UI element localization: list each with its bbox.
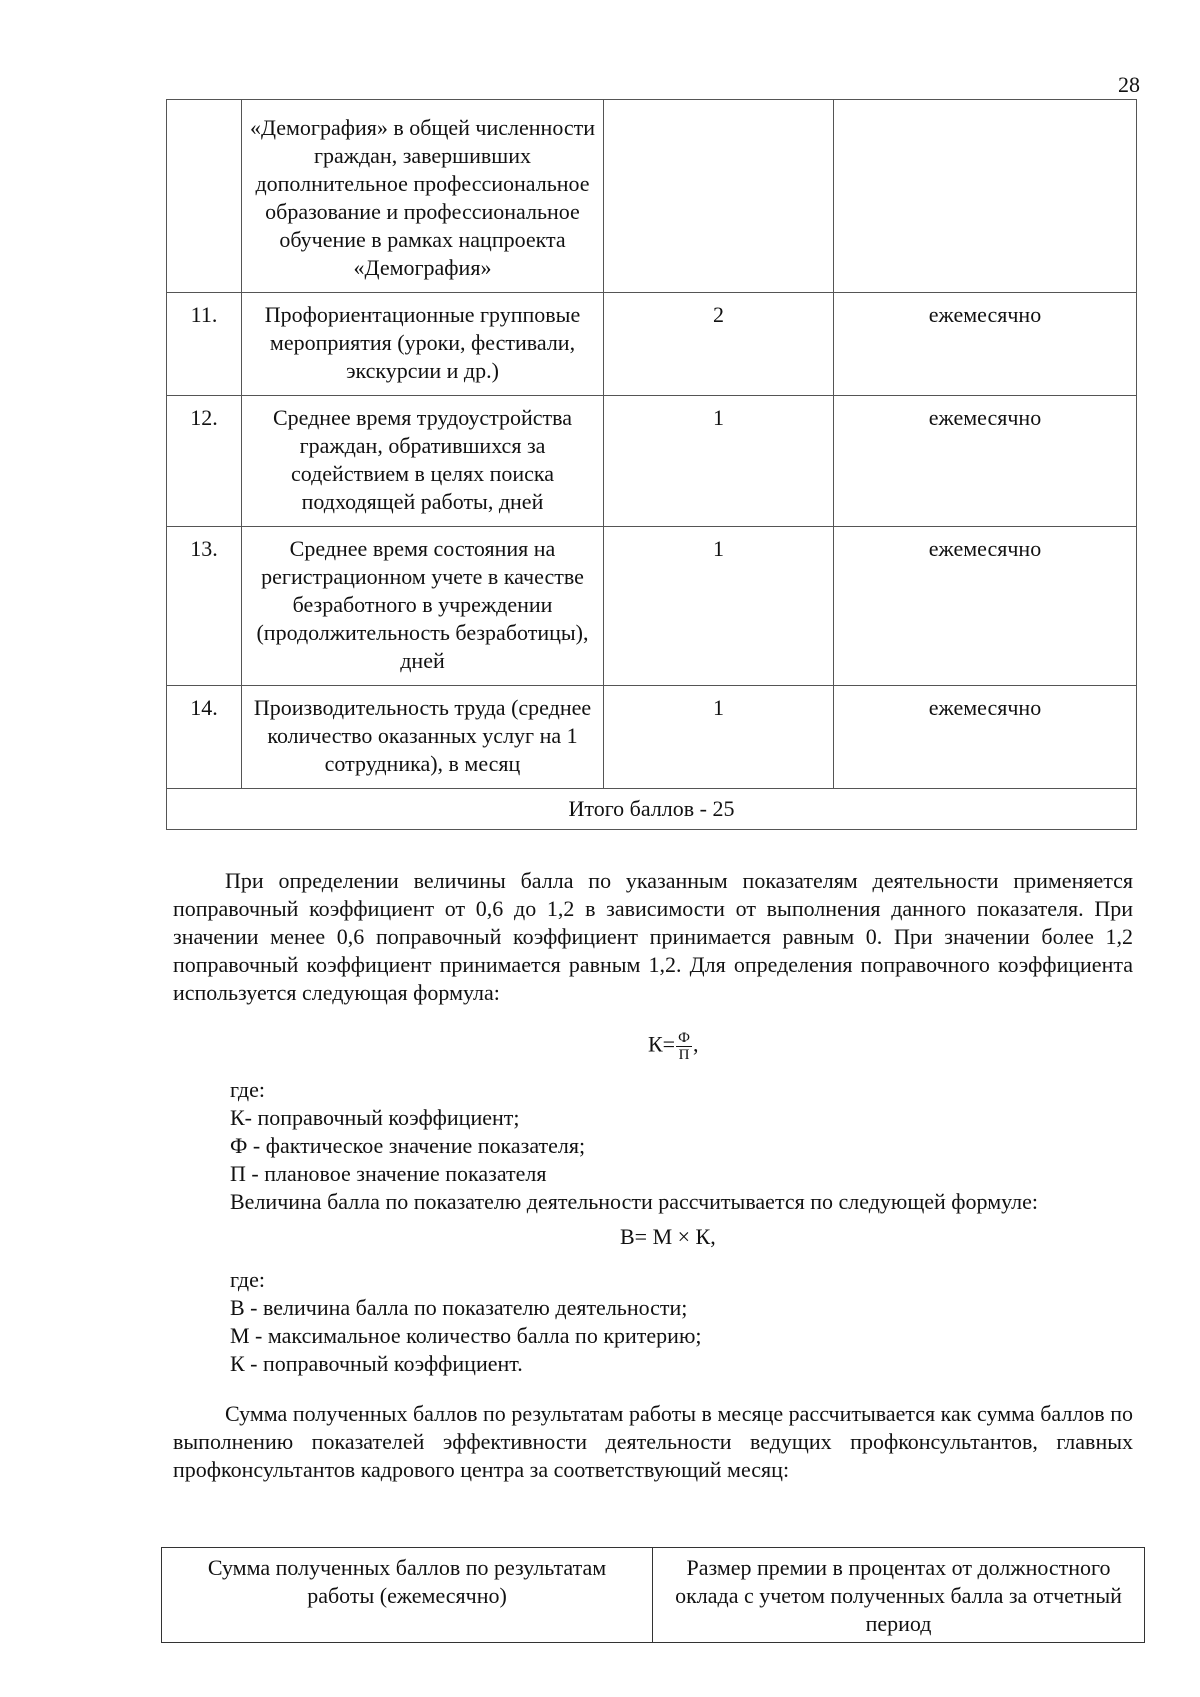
table-row	[167, 293, 1137, 396]
bonus-table	[161, 1547, 1145, 1643]
paragraph-text: При определении величины балла по указанным показателям деятельности применяется поправочный коэффициент от 0,6 до 1,2 в зависимости от выполнения данного показателя. При значении менее 0,6 поправочный коэффициент принимается равным 0. При значении более 1,2 поправочный коэффициент принимается равным 1,2. Для определения поправочного коэффициента используется следующая формула:	[173, 868, 1133, 1005]
frequency-cell: ежемесячно	[834, 293, 1137, 396]
header-cell-points-sum: Сумма полученных баллов по результатам работы (ежемесячно)	[162, 1548, 653, 1643]
header-cell-bonus-size: Размер премии в процентах от должностного оклада с учетом полученных балла за отчетный период	[653, 1548, 1145, 1643]
table-row	[167, 686, 1137, 789]
page-number: 28	[1118, 72, 1140, 97]
row-number: 14.	[167, 686, 242, 789]
legend-line: где:	[230, 1267, 265, 1292]
coefficient-legend	[173, 1076, 1133, 1216]
formula-numerator: Ф	[678, 1030, 690, 1046]
legend-line: В - величина балла по показателю деятельности;	[230, 1295, 688, 1320]
points-cell: 1	[604, 527, 834, 686]
legend-line: М - максимальное количество балла по критерию;	[230, 1323, 702, 1348]
indicator-cell: Профориентационные групповые мероприятия (уроки, фестивали, экскурсии и др.)	[242, 293, 604, 396]
legend-line: К- поправочный коэффициент;	[230, 1105, 520, 1130]
total-row	[167, 789, 1137, 830]
row-number: 12.	[167, 396, 242, 527]
frequency-cell	[834, 100, 1137, 293]
legend-line: где:	[230, 1077, 265, 1102]
frequency-cell: ежемесячно	[834, 527, 1137, 686]
indicator-cell: Среднее время состояния на регистрационном учете в качестве безработного в учреждении (продолжительность безработицы), дней	[242, 527, 604, 686]
frequency-cell: ежемесячно	[834, 396, 1137, 527]
formula-tail: ,	[692, 1031, 699, 1057]
row-number: 13.	[167, 527, 242, 686]
table-header-row	[162, 1548, 1145, 1643]
frequency-cell: ежемесячно	[834, 686, 1137, 789]
criteria-table	[166, 99, 1137, 830]
indicator-cell: Производительность труда (среднее количество оказанных услуг на 1 сотрудника), в месяц	[242, 686, 604, 789]
legend-line: П - плановое значение показателя	[230, 1161, 547, 1186]
points-cell: 2	[604, 293, 834, 396]
formula-denominator: П	[678, 1047, 690, 1063]
legend-line: Ф - фактическое значение показателя;	[230, 1133, 586, 1158]
score-formula: В= М × К,	[620, 1224, 716, 1249]
row-number: 11.	[167, 293, 242, 396]
total-cell: Итого баллов - 25	[167, 789, 1137, 830]
formula-fraction	[676, 1030, 692, 1063]
coefficient-formula	[648, 1030, 698, 1063]
row-number	[167, 100, 242, 293]
score-legend	[173, 1266, 1133, 1378]
paragraph-text: Сумма полученных баллов по результатам работы в месяце рассчитывается как сумма баллов по выполнению показателей эффективности деятельности ведущих профконсультантов, главных профконсультантов кадрового центра за соответствующий месяц:	[173, 1401, 1133, 1482]
sum-paragraph	[173, 1400, 1133, 1484]
indicator-cell: Среднее время трудоустройства граждан, обратившихся за содействием в целях поиска подходящей работы, дней	[242, 396, 604, 527]
coefficient-paragraph	[173, 867, 1133, 1007]
indicator-cell: «Демография» в общей численности граждан, завершивших дополнительное профессиональное образование и профессиональное обучение в рамках нацпроекта «Демография»	[242, 100, 604, 293]
points-cell: 1	[604, 396, 834, 527]
formula-lhs: К=	[648, 1031, 676, 1057]
points-cell	[604, 100, 834, 293]
table-row	[167, 100, 1137, 293]
points-cell: 1	[604, 686, 834, 789]
table-row	[167, 396, 1137, 527]
legend-line: К - поправочный коэффициент.	[230, 1351, 523, 1376]
legend-line: Величина балла по показателю деятельности рассчитывается по следующей формуле:	[230, 1189, 1039, 1214]
table-row	[167, 527, 1137, 686]
